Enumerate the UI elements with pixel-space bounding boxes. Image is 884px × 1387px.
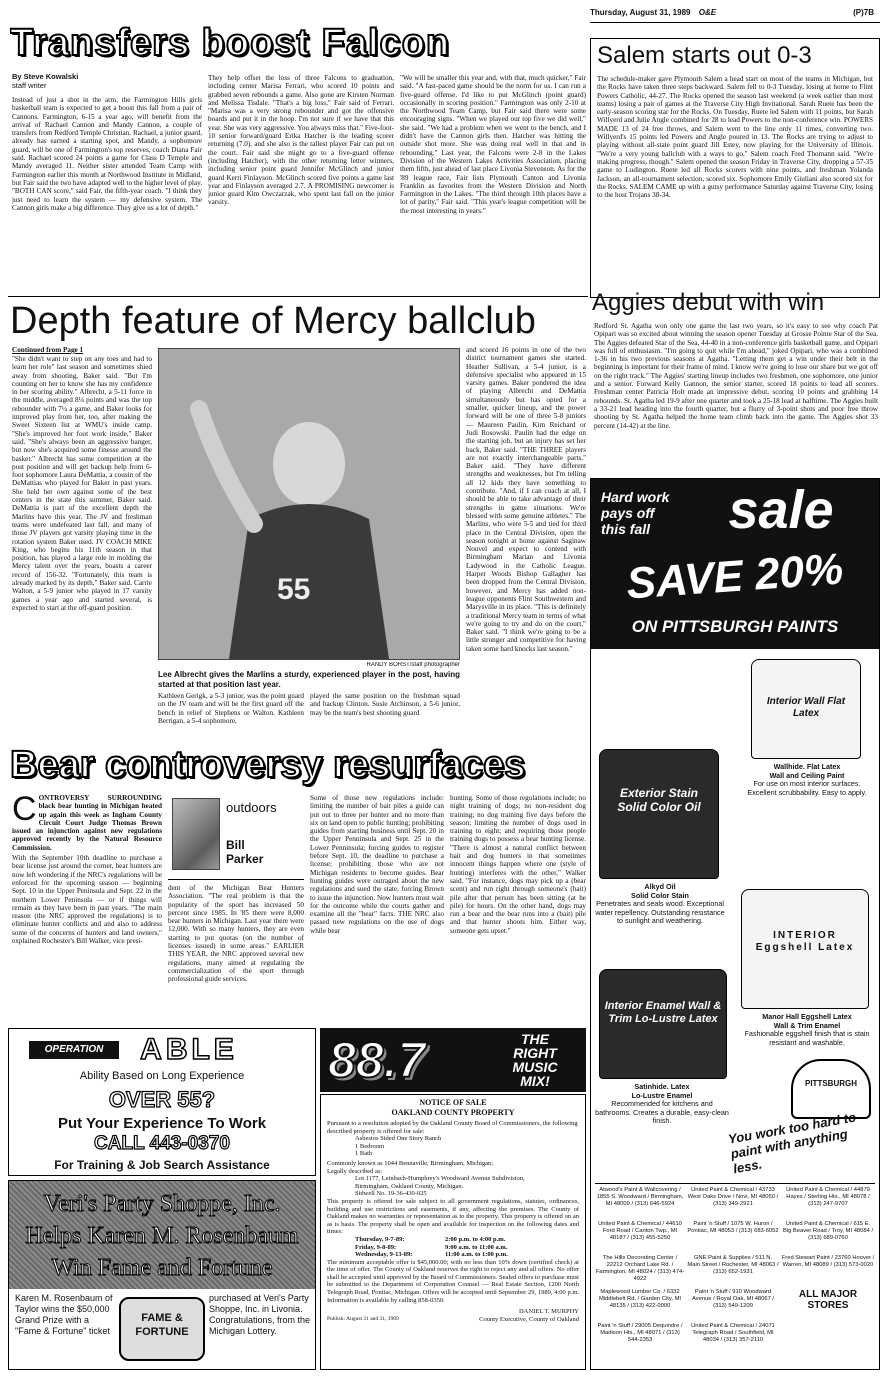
- paint-ad-sale: sale: [728, 481, 834, 540]
- paint-can-eggshell: INTERIOR Eggshell Latex: [741, 889, 869, 1009]
- able-tagline: Ability Based on Long Experience: [79, 1070, 245, 1082]
- mercy-under-photo-a: Kathleen Gerigk, a 5-3 junior, was the point guard on the JV team and will be the first guard off the bench in relief of Stephens or Walton. Kathleen Berrigan, a 5-4 sophomore,: [158, 692, 304, 725]
- veris-line-1: Veri's Party Shoppe, Inc.: [43, 1191, 281, 1217]
- mercy-headline: Depth feature of Mercy ballclub: [10, 300, 536, 342]
- radio-frequency: 88.7: [328, 1032, 426, 1088]
- able-logo-left: OPERATION: [29, 1041, 119, 1059]
- dealer-rule: [595, 1183, 875, 1184]
- notice-times: Thursday, 9-7-89: 2:00 p.m. to 4:00 p.m. Friday, 9-8-89: 9:00 a.m. to 11:00 a.m. Wednesday, 9-13-89: 11:00 a.m. to 1:00 p.m.: [355, 1235, 508, 1259]
- notice-legal: Legally described as:: [327, 1167, 383, 1175]
- notice-terms: This property is offered for sale subject to all government regulations, statutes, ordinances, building and use restrictions and easements, if any, affecting the premises. The County of Oakland makes no warranties or representation as to the property. This property is offered on an as is basis. The property shall be open and available for inspection on the following dates and times:: [327, 1197, 579, 1236]
- notice-terms-2: The minimum acceptable offer is $45,000.00; with no less than 10% down (certified check) at the time of offer. The County of Oakland reserves the right to reject any and all offers. No offer shall be accepted until approved by the Board of Commissioners. Sealed offers to purchase must be submitted to the Department of Corporation Counsel — Real Estate Section, 1200 North Telegraph Road, Pontiac, Michigan. Offers will be accepted until September 29, 1989, 4:00 p.m. Information is available by calling 858-0350.: [327, 1258, 579, 1304]
- aggies-headline: Aggies debut with win: [592, 289, 825, 316]
- falcon-byline: [12, 72, 192, 92]
- notice-signer-title: County Executive, County of Oakland: [479, 1315, 579, 1323]
- falcon-col-2: They help offset the loss of three Falcons to graduation, including center Marisa Ferrari, who scored 10 points and grabbed seven rebounds a game. Also gone are Kirsten Norman and Melissa Tisdale. "That's a big loss," Fair said of Ferrari. "Marisa was a very strong rebounder and got the offensive boards and put it in the hoop. I'm not sure if we have that this year. She was very aggressive. You always miss that." Five-foot-10 senior forward/guard Erika Hatcher is the leading scorer returning (7.0), and she also is the tallest player Fair can put on the court. Fair said she might go to a five-guard offense (including Hatcher), with the other returning letter winners, including senior point guard Jennifer McGlinch and junior guard Kerri Finlayson. McGlinch scored five points a game last year and Finlayson averaged 2.7. A PROMISING newcomer is junior guard Kim Owczarzak, who spent last fall on the junior varsity.: [208, 74, 394, 207]
- svg-text:55: 55: [277, 573, 311, 606]
- paint-can-satinhide: Interior Enamel Wall & Trim Lo-Lustre Latex: [599, 969, 727, 1079]
- veris-banner: [9, 1181, 315, 1289]
- product-1-text: Wallhide. Flat Latex Wall and Ceiling Paint For use on most interior surfaces. Excellent scrubbability. Easy to apply.: [747, 763, 867, 797]
- player-silhouette-icon: [159, 349, 459, 659]
- notice-features: Asbestos Sided One Story Ranch 1 Bedroom 1 Bath: [355, 1135, 442, 1158]
- mercy-col-1: "She didn't want to step on any toes and had to learn her role" last season and sometimes shied away from shooting, Baker said. "But I'm counting on her to know she has my confidence in her scoring ability." Albrecht, a 5-11 force in the middle, averaged 8¼ points and was the top rebounder with 7¼ a game, and Baker looks for improved play from her, too, after making the Sweet Sixteen list at WMU's inside camp. "She's improved her foot work inside," Baker said. "She's always been an aggressive banger, but now she's acquired some finesse around the basket." Albrecht has some competition at the post position and will get backup help from 6-foot sophomore Laura DeMattia, a cousin of the DeMattias who played for Baker in past years. She held her own against some of the best centers in the state this summer, Baker said. DeMattia is part of the excellent depth the Marlins have this year. The JV and freshman teams were undefeated last fall, and many of those JV players got varsity playing time in the rotation system Baker used. JV COACH MIKE King, who begins his 11th season in that position, has played a large role in molding the Mercy talent over the years, boasts a career record of 156-32. "Fortunately, this team is already marked by its depth," Baker said. Carrie Walton, a 5-9 junior who played in 17 varsity games a year ago and started several, is expected to start at the off-guard position.: [12, 355, 152, 612]
- bear-col-3: Some of those new regulations include: limiting the number of bait piles a guide can put out to three per hunter and no more than six on land open to public hunting; prohibiting guides from starting business until Sept. 20 in the Upper Penninsula and Sept. 25 in the Lower Penninsula; forcing guides to register before Sept. 10, the deadline to purchase a license; prohibiting those who are not Michigan residents to become guides. Bear hunting guides were outraged about the new regulations and sued the state, forcing Brown to issue the injunction. Now hunters must wait for the outcome while the courts gather and examine all the "bear" facts. THE NRC also passed new regulations on the use of dogs while bear: [310, 794, 444, 935]
- photo-caption: Lee Albrecht gives the Marlins a sturdy, experienced player in the post, having started at that position last year.: [158, 670, 460, 689]
- masthead-rule: [590, 22, 880, 23]
- masthead-page: (P)7B: [853, 8, 874, 17]
- paint-ad-save: SAVE 20%: [624, 544, 845, 609]
- notice-known: Commonly known as 1044 Bennaville, Birmingham, Michigan;: [327, 1159, 494, 1167]
- column-name: outdoors: [226, 800, 277, 815]
- bear-headline: Bear controversy resurfaces: [10, 744, 526, 786]
- masthead: [590, 8, 878, 22]
- mercy-player-photo: [158, 348, 460, 660]
- notice-intro: Pursuant to a resolution adopted by the Oakland County Board of Commissioners, the following described property is offered for sale:: [327, 1120, 578, 1135]
- dealers-mid: United Paint & Chemical / 43733 West Oaks Drive / Novi, MI 48050 / (313) 349-2921 Paint 'n Stuff / 1075 W. Huron / Pontiac, MI 48053 / (313) 683-6052 GNE Paint & Supplies / 511 N. Main Street / Rochester, MI 48063 / (313) 652-1931 Paint 'n Stuff / 910 Woodward Avenue / Royal Oak, MI 48067 / (313) 549-1200 United Paint & Chemical / 24071 Telegraph Road / Southfield, MI 48034 / (313) 357-2110: [687, 1187, 779, 1343]
- bear-col-2: dent of the Michigan Bear Hunters Association. "The real problem is that the popularity of the sport has increased 50 percent since 1985. In '85 there were 8,000 bear hunters in Michigan. Last year there were 12,000. With so many hunters, they are even starting to put quotas (on the number of licenses issued) in some areas." EARLIER THIS YEAR, the NRC approved several new regulations, many aimed at regulating the commercialization of the sport through professional guide services.: [168, 884, 304, 984]
- pittsburgh-logo: PITTSBURGH: [791, 1059, 871, 1119]
- product-2-text: Alkyd Oil Solid Color Stain Penetrates and seals wood. Exceptional water repellency. Outstanding resistance to sunlight and weathering.: [595, 883, 725, 925]
- fame-fortune-logo: FAME & FORTUNE: [119, 1297, 205, 1361]
- notice-publish: Publish: August 31 and 31, 1989: [327, 1315, 399, 1322]
- paint-can-exterior-stain: Exterior Stain Solid Color Oil: [599, 749, 719, 879]
- able-put: Put Your Experience To Work: [57, 1115, 267, 1132]
- masthead-date: Thursday, August 31, 1989: [590, 8, 691, 17]
- aggies-body: Redford St. Agatha won only one game the last two years, so it's easy to see why coach Pat Opipari was so excited about winning the season opener Tuesday at Grosse Pointe Star of the Sea. The Aggies defeated Star of the Sea, 44-40 in a non-conference girls basketball game, and Opipari was full of enthusiasm. "I'm going to quit while I'm ahead," joked Opipari, who was a combined 1-36 in his two previous seasons at Agatha. "Letting them get a win under their belt in the beginning is important for their frame of mind. I know we're going to lose our share but we got off on the right track." The Aggies' starting lineup includes two freshmen, one sophomore, one junior and a senior. Forward Kelly Gannon, the senior starter, scored 18 points to lead all scorers. Freshman center Patricia Holt made an impressive debut, scoring 10 points and grabbing 14 rebounds. St. Agatha led 19-9 after one quarter and took a 25-18 lead at halftime. The Aggies built a 33-21 lead heading into the fourth quarter, but a flurry of 3-point shots and poor free throw shooting by St. Agatha helped the home team climb back into the game. The Aggies shot 33 percent (14-42) at the line.: [594, 322, 878, 430]
- veris-right-text: purchased at Veri's Party Shoppe, Inc. in Livonia. Congratulations, from the Michigan Lottery.: [209, 1293, 311, 1336]
- photo-credit: RANDY BORST/staff photographer: [366, 662, 460, 668]
- veris-left-text: Karen M. Rosenbaum of Taylor wins the $50,000 Grand Prize with a "Fame & Fortune" ticket: [15, 1293, 113, 1336]
- paint-ad-top-lines: Hard work pays off this fall: [601, 489, 670, 537]
- author-first: Bill: [226, 838, 245, 852]
- bear-col-1-body: With the September 10th deadline to purchase a bear license just around the corner, bear hunters are now left wondering if the NRC's regulations will be enforced for the upcoming season — beginning Sept. 10 in the Upper Peninsula and Sept. 22 in the northern Lower Peninsula — or if things will remain as they have been in past years. "The main reason (the NRC approved the regulations) is to eliminate hunter conflicts and and also to address some of the concerns of hunters and land owners," explained Rochester's Bill Walker, vice presi-: [12, 854, 162, 946]
- falcon-col-1: Instead of just a shot in the arm, the Farmington Hills girls basketball team is expected to get a boost this fall from a pair of Cannons. Farmington, 6-15 a year ago, will benefit from the arrival of Rachael Cannon and Mandy Cannon, a couple of transfers from Redford Temple Christian. Rachael, a junior guard, already has earned a starting spot, and Mandy, a sophomore guard, will be one of Farmington's top reserves, coach Diana Fair said. Rachael scored 24 points a game for Class D Temple and Mandy averaged 11. Neither sister attended Team Camp with Farmington earlier this month at Northwood Institute in Midland, but Fair said the two have adapted well to the higher level of play. "BOTH CAN score," said Fair, the fifth-year coach. "I think they just need to learn the system — my defensive system. The Cannon girls make a big difference. They give us a lot of depth.": [12, 96, 202, 212]
- able-logo-right: ABLE: [140, 1033, 238, 1066]
- able-over-55: OVER 55?: [108, 1087, 216, 1112]
- mercy-continued: Continued from Page 1: [12, 346, 84, 354]
- able-phone[interactable]: CALL 443-0370: [94, 1133, 230, 1154]
- falcon-byline-role: staff writer: [12, 81, 47, 90]
- paint-ad: [590, 478, 880, 1370]
- operation-able-ad: [8, 1028, 316, 1176]
- falcon-col-3: "We will be smaller this year and, with that, much quicker," Fair said. "A fast-paced game should be the norm for us. I can run a five-guard offense. I'd like to put McGlinch (point guard) occasionally in scoring position." Farmington was only 2-10 at the Northwood Team Camp, but Fair said there were some encouraging signs. "When we played our top five we did well," she said. "We had a problem when we went to the bench, and I didn't have the Cannon girls then. Hatcher was hitting the outside shot more. She was doing real well in that and in rebounding." Last year, the Falcons were 2-8 in the Lakes Division of the Western Lakes Activities Association, placing them fifth, just ahead of last place Livonia Stevenson. As for the '89 league race, Fair lists Plymouth Canton and Livonia Franklin as favorites from the Western Division and North Farmington in the Lakes. "The third through 10th places have a lot of parity," Fair said. "This year's league competition will be the most interesting in years.": [400, 74, 586, 215]
- salem-box: [590, 38, 880, 298]
- notice-signer: DANIEL T. MURPHY: [518, 1308, 579, 1316]
- salem-body: The schedule-maker gave Plymouth Salem a head start on most of the teams in Michigan, but the Rocks have taken three steps backward. Salem fell to 0-3 Tuesday, losing at home to Flint Powers Catholic, 44-27. The Rocks opened the season last weekend (a week earlier than most teams) losing a pair of games at the Traverse City High Invitational. Sarah Ruete has been the early-season scoring star for the Rocks. On Tuesday, Ruete led Salem with 11 points, but Sarah Willyerd and Julie Angle combined for 28 to lead Powers to the non-conference win. POWERS MADE 13 of 24 free throws, and Salem went to the line only 11 times, converting two. Willyerd's 15 points led Powers and Angle poured in 13. The Rocks are trying to adjust to playing without all-state point guard Jill Estey, now playing for the University of Illinois. "We're a very young ballclub with a ways to go," Salem coach Fred Thomann said. "We're making progress, though." Salem opened the season Friday in Traverse City, dropping a 57-35 game to Ludington. Ruete led all Rocks scorers with nine points, and freshman Yolanda Jackson, an all-tournament selection, scored six. Sophomore Emily Giuliani also scored six for the Rocks. SALEM CAME up with a gutsy performance Saturday against Traverse City, losing to the host Trojans 38-34.: [597, 75, 873, 200]
- dealers-right: United Paint & Chemical / 44879 Hayes / Sterling Hts., MI 48078 / (313) 247-9707 United Paint & Chemical / 615 E. Big Beaver Road / Troy, MI 48084 / (313) 689-0760 Fred Stewart Paint / 23760 Hoover / Warren, MI 48089 / (313) 573-0020 ALL MAJOR STORES: [781, 1187, 875, 1311]
- bear-lead: ONTROVERSY SURROUNDING black bear hunting in Michigan heated up again this week as Ingham County Circuit Court Judge Thomas Brown issued an injunction against new regulations approved recently by the Natural Resource Commission.: [12, 794, 162, 852]
- dealers-left: Atwood's Paint & Wallcovering / 1855 S. Woodward / Birmingham, MI 48009 / (313) 646-5924 United Paint & Chemical / 44610 Ford Road / Canton Twp., MI 48187 / (313) 455-5250 The Hills Decorating Center / 22212 Orchard Lake Rd. / Farmington, MI 48024 / (313) 474-4922 Maplewood Lumber Co. / 6332 Middlebelt Rd. / Garden City, MI 48135 / (313) 422-0000 Paint 'n Stuff / 29005 Dequindre / Madison Hts., MI 48071 / (313) 544-2353: [595, 1187, 685, 1343]
- author-last: Parker: [226, 852, 264, 866]
- bear-col-1: [12, 794, 162, 1024]
- falcon-byline-name: By Steve Kowalski: [12, 72, 79, 81]
- product-4-text: Satinhide. Latex Lo-Lustre Enamel Recommended for kitchens and bathrooms. Creates a durable, easy-clean finish.: [595, 1083, 729, 1125]
- paint-ad-banner: [591, 479, 879, 649]
- masthead-paper: O&E: [698, 8, 717, 17]
- paint-can-interior-wall: Interior Wall Flat Latex: [751, 659, 861, 759]
- radio-slogan: THE RIGHT MUSIC MIX!: [512, 1032, 558, 1088]
- author-photo: [172, 798, 220, 870]
- notice-lot: Lot 1177, Leinbach-Humphrey's Woodward Avenue Subdivision, Birmingham, Oakland County, Michigan.: [355, 1175, 525, 1190]
- notice-title: NOTICE OF SALE: [419, 1098, 487, 1107]
- bear-dropcap: C: [12, 794, 37, 828]
- bear-col-4: hunting. Some of those regulations include; no night training of dogs; no non-resident dog training; no dog training five days before the season; limiting the number of dogs used in training to eight; and requiring those people training dogs to possess a bear hunting license. "There is almost a natural conflict between bait and dog hunters in that sometimes innocent things happen where one (style of hunting) interferes with the other," Walker said. "For instance, dogs may pick up a (bear scent) and run right through someone's (bait) pile after that person has been sitting (at he pile) for hours. On the other hand, dogs may run a bear and the bear runs into a (bait) pile and that hunter shoots him. Either way, someone gets upset.": [450, 794, 586, 935]
- notice-of-sale: [320, 1094, 586, 1370]
- divider: [8, 296, 588, 297]
- radio-ad: [320, 1028, 586, 1092]
- falcon-headline: Transfers boost Falcon: [10, 22, 451, 64]
- salem-headline: Salem starts out 0-3: [597, 42, 812, 69]
- outdoors-column-logo: [168, 796, 304, 880]
- product-3-text: Manor Hall Eggshell Latex Wall & Trim Enamel Fashionable eggshell finish that is stain resistant and washable.: [744, 1013, 870, 1047]
- mercy-col-3: and scored 16 points in one of the two district tournament games she started. Heather Sullivan, a 5-4 junior, is a defensive specialist who appeared in 15 varsity games. Baker pondered the idea of playing Albrecht and DeMattia simultaneously but has opted for a smaller, quicker lineup, and the power forward will be one of three 5-8 juniors — Maureen Paulin, Kim Reichard or Judi Rosowski. Paulin had the edge on the starting job, but an injury has set her back, Baker said. "THE THREE players are not exactly interchangeable parts," Baker said. "They have different strengths and weaknesses, but I'm telling all 12 kids they have something to contribute. "And, if I can coach at all, I should be able to take advantage of their strengths in game situations. We're blessed with some genuine athletes." The Marlins, who were 5-5 and tied for third place in the Central Division, open the season tonight at home against Saginaw Nouvel and expect to contend with Birmingham Marian and Livonia Ladywood in the Catholic League. Harper Woods Bishop Gallagher has been dropped from the Central Division, however, and Mercy has added non-league opponents Flint Southwestern and Marysville in its place. "This is definitely a traditional Mercy team in terms of what we're going to try and do on the court," Baker said. "I think we're going to be a little stronger and competitive for having taken some hard knocks last season.": [466, 346, 586, 653]
- notice-subtitle: OAKLAND COUNTY PROPERTY: [391, 1108, 515, 1117]
- veris-ad: [8, 1180, 316, 1370]
- notice-sidwell: Sidwell No. 19-36-430-025: [355, 1190, 427, 1198]
- able-training: For Training & Job Search Assistance: [54, 1158, 270, 1172]
- paint-ad-on: ON PITTSBURGH PAINTS: [631, 617, 839, 636]
- veris-line-3: Win Fame and Fortune: [51, 1255, 273, 1281]
- veris-line-2: Helps Karen M. Rosenbaum: [25, 1223, 299, 1249]
- mercy-under-photo-b: played the same position on the freshman squad and backup Clinton. Susie Atchinson, a 5-6 junior, may be the team's best shooting guard: [310, 692, 460, 717]
- paint-ad-slogan: You work too hard to paint with anything less.: [726, 1109, 858, 1177]
